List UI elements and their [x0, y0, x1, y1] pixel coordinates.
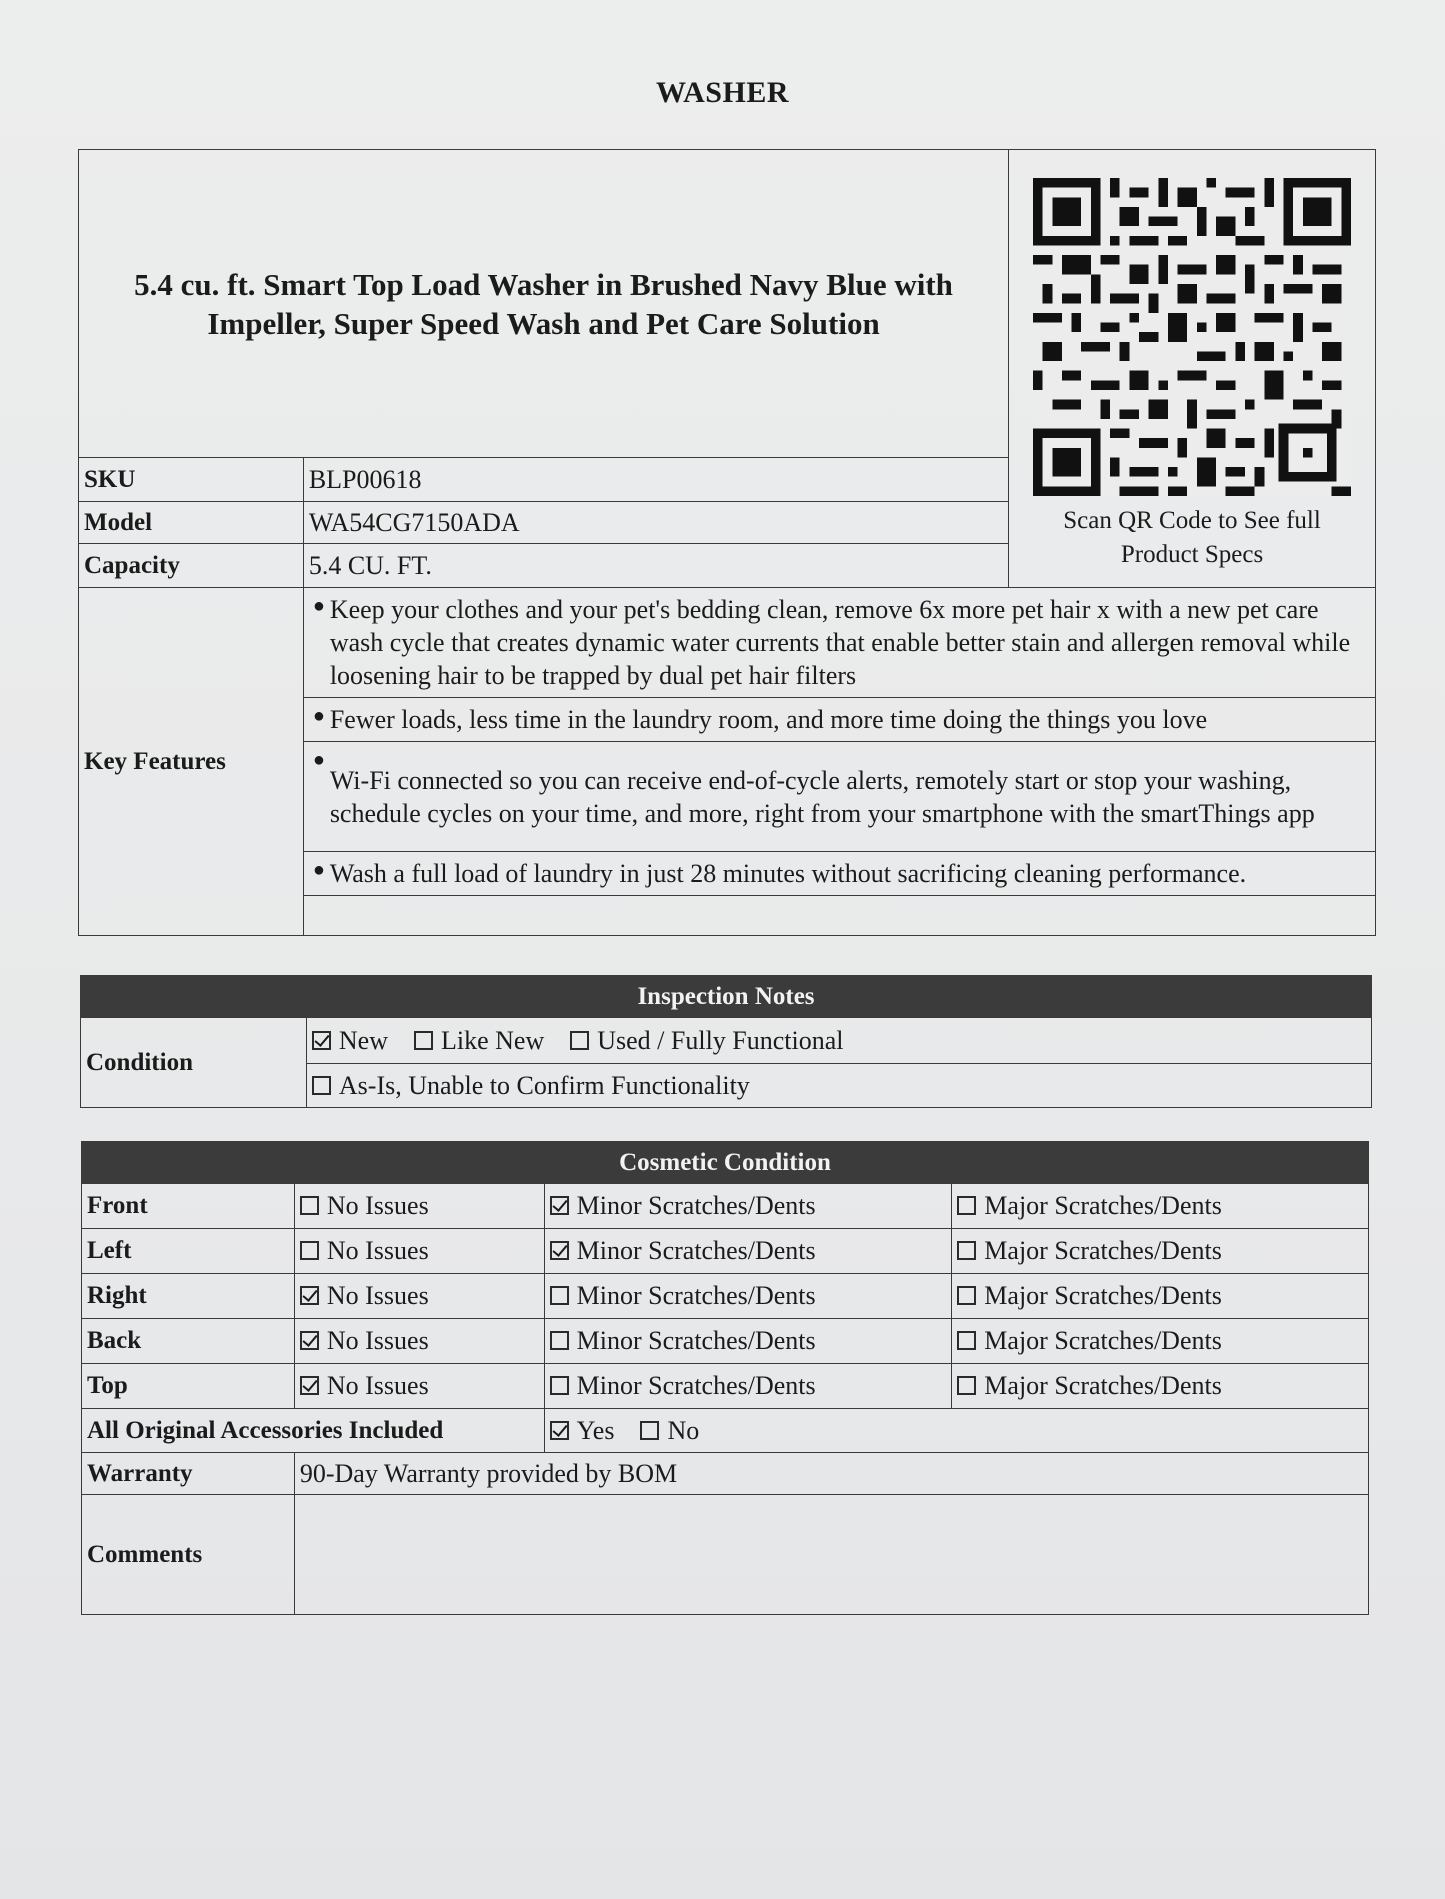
feature-item: ● Fewer loads, less time in the laundry room, and more time doing the things you love: [303, 698, 1375, 742]
key-features-label: Key Features: [79, 588, 304, 936]
condition-options-row: [306, 1064, 1371, 1108]
checkbox-icon: [414, 1031, 433, 1050]
checkbox-icon: [550, 1376, 569, 1395]
table-row: [82, 1319, 1369, 1364]
no-issues-checkbox[interactable]: No Issues: [294, 1319, 544, 1364]
checkbox-icon: [640, 1421, 659, 1440]
checked-box-icon: [300, 1286, 319, 1305]
condition-label: Condition: [81, 1018, 307, 1108]
major-checkbox[interactable]: Major Scratches/Dents: [952, 1184, 1369, 1229]
cosmetic-table: [81, 1141, 1369, 1615]
checked-box-icon: [550, 1421, 569, 1440]
minor-checkbox[interactable]: Minor Scratches/Dents: [544, 1274, 952, 1319]
major-checkbox[interactable]: Major Scratches/Dents: [952, 1364, 1369, 1409]
model-value: WA54CG7150ADA: [303, 502, 1008, 544]
minor-checkbox[interactable]: Minor Scratches/Dents: [544, 1364, 952, 1409]
no-issues-checkbox[interactable]: No Issues: [294, 1229, 544, 1274]
product-table: [78, 149, 1376, 936]
feature-item: ● Wash a full load of laundry in just 28 minutes without sacrificing cleaning performance.: [303, 852, 1375, 896]
checked-box-icon: [300, 1331, 319, 1350]
document-title: WASHER: [655, 76, 790, 109]
checked-box-icon: [550, 1196, 569, 1215]
accessories-options: [544, 1409, 1368, 1453]
warranty-value: 90-Day Warranty provided by BOM: [294, 1453, 1368, 1495]
condition-new-checkbox[interactable]: New: [312, 1026, 388, 1056]
capacity-value: 5.4 CU. FT.: [303, 544, 1008, 588]
minor-checkbox[interactable]: Minor Scratches/Dents: [544, 1229, 952, 1274]
accessories-yes-checkbox[interactable]: Yes: [550, 1416, 615, 1446]
minor-checkbox[interactable]: Minor Scratches/Dents: [544, 1184, 952, 1229]
feature-empty-row: [303, 896, 1375, 936]
condition-used-checkbox[interactable]: Used / Fully Functional: [570, 1026, 843, 1056]
checkbox-icon: [957, 1331, 976, 1350]
bullet-icon: ●: [312, 705, 325, 727]
comments-label: Comments: [82, 1495, 295, 1615]
checkbox-icon: [550, 1331, 569, 1350]
checkbox-icon: [300, 1241, 319, 1260]
sku-value: BLP00618: [303, 458, 1008, 502]
condition-options-row: [306, 1018, 1371, 1064]
inspection-table: [80, 975, 1372, 1108]
qr-caption: Scan QR Code to See full Product Specs: [1063, 507, 1321, 568]
sku-label: SKU: [79, 458, 304, 502]
product-title: 5.4 cu. ft. Smart Top Load Washer in Brushed Navy Blue with Impeller, Super Speed Wash and Pet Care Solution: [79, 150, 1009, 458]
minor-checkbox[interactable]: Minor Scratches/Dents: [544, 1319, 952, 1364]
bullet-icon: ●: [312, 595, 325, 617]
side-label: Right: [82, 1274, 295, 1319]
side-label: Top: [82, 1364, 295, 1409]
warranty-label: Warranty: [82, 1453, 295, 1495]
table-row: [82, 1274, 1369, 1319]
checkbox-icon: [550, 1286, 569, 1305]
cosmetic-header: Cosmetic Condition: [82, 1142, 1369, 1184]
checked-box-icon: [300, 1376, 319, 1395]
table-row: [82, 1229, 1369, 1274]
feature-item: ● Keep your clothes and your pet's bedding clean, remove 6x more pet hair x with a new pet care wash cycle that creates dynamic water currents that enable better stain and allergen removal while loosening hair to be trapped by dual pet hair filters: [303, 588, 1375, 698]
no-issues-checkbox[interactable]: No Issues: [294, 1274, 544, 1319]
checked-box-icon: [312, 1031, 331, 1050]
bullet-icon: ●: [312, 859, 325, 881]
table-row: [82, 1364, 1369, 1409]
checkbox-icon: [570, 1031, 589, 1050]
checkbox-icon: [957, 1241, 976, 1260]
checkbox-icon: [300, 1196, 319, 1215]
side-label: Back: [82, 1319, 295, 1364]
accessories-no-checkbox[interactable]: No: [640, 1416, 699, 1446]
no-issues-checkbox[interactable]: No Issues: [294, 1184, 544, 1229]
capacity-label: Capacity: [79, 544, 304, 588]
comments-field[interactable]: [294, 1495, 1368, 1615]
condition-as-is-checkbox[interactable]: As-Is, Unable to Confirm Functionality: [312, 1071, 750, 1101]
major-checkbox[interactable]: Major Scratches/Dents: [952, 1274, 1369, 1319]
accessories-label: All Original Accessories Included: [82, 1409, 545, 1453]
table-row: [82, 1184, 1369, 1229]
bullet-icon: ●: [312, 749, 325, 771]
side-label: Left: [82, 1229, 295, 1274]
feature-item: ● Wi-Fi connected so you can receive end-of-cycle alerts, remotely start or stop your washing, schedule cycles on your time, and more, right from your smartphone with the smartThings app: [303, 742, 1375, 852]
checkbox-icon: [957, 1286, 976, 1305]
condition-like-new-checkbox[interactable]: Like New: [414, 1026, 544, 1056]
qr-code-icon[interactable]: [1033, 178, 1351, 496]
checkbox-icon: [957, 1196, 976, 1215]
checkbox-icon: [312, 1076, 331, 1095]
major-checkbox[interactable]: Major Scratches/Dents: [952, 1229, 1369, 1274]
side-label: Front: [82, 1184, 295, 1229]
no-issues-checkbox[interactable]: No Issues: [294, 1364, 544, 1409]
model-label: Model: [79, 502, 304, 544]
inspection-header: Inspection Notes: [81, 976, 1372, 1018]
checked-box-icon: [550, 1241, 569, 1260]
qr-cell: [1009, 150, 1376, 588]
major-checkbox[interactable]: Major Scratches/Dents: [952, 1319, 1369, 1364]
checkbox-icon: [957, 1376, 976, 1395]
